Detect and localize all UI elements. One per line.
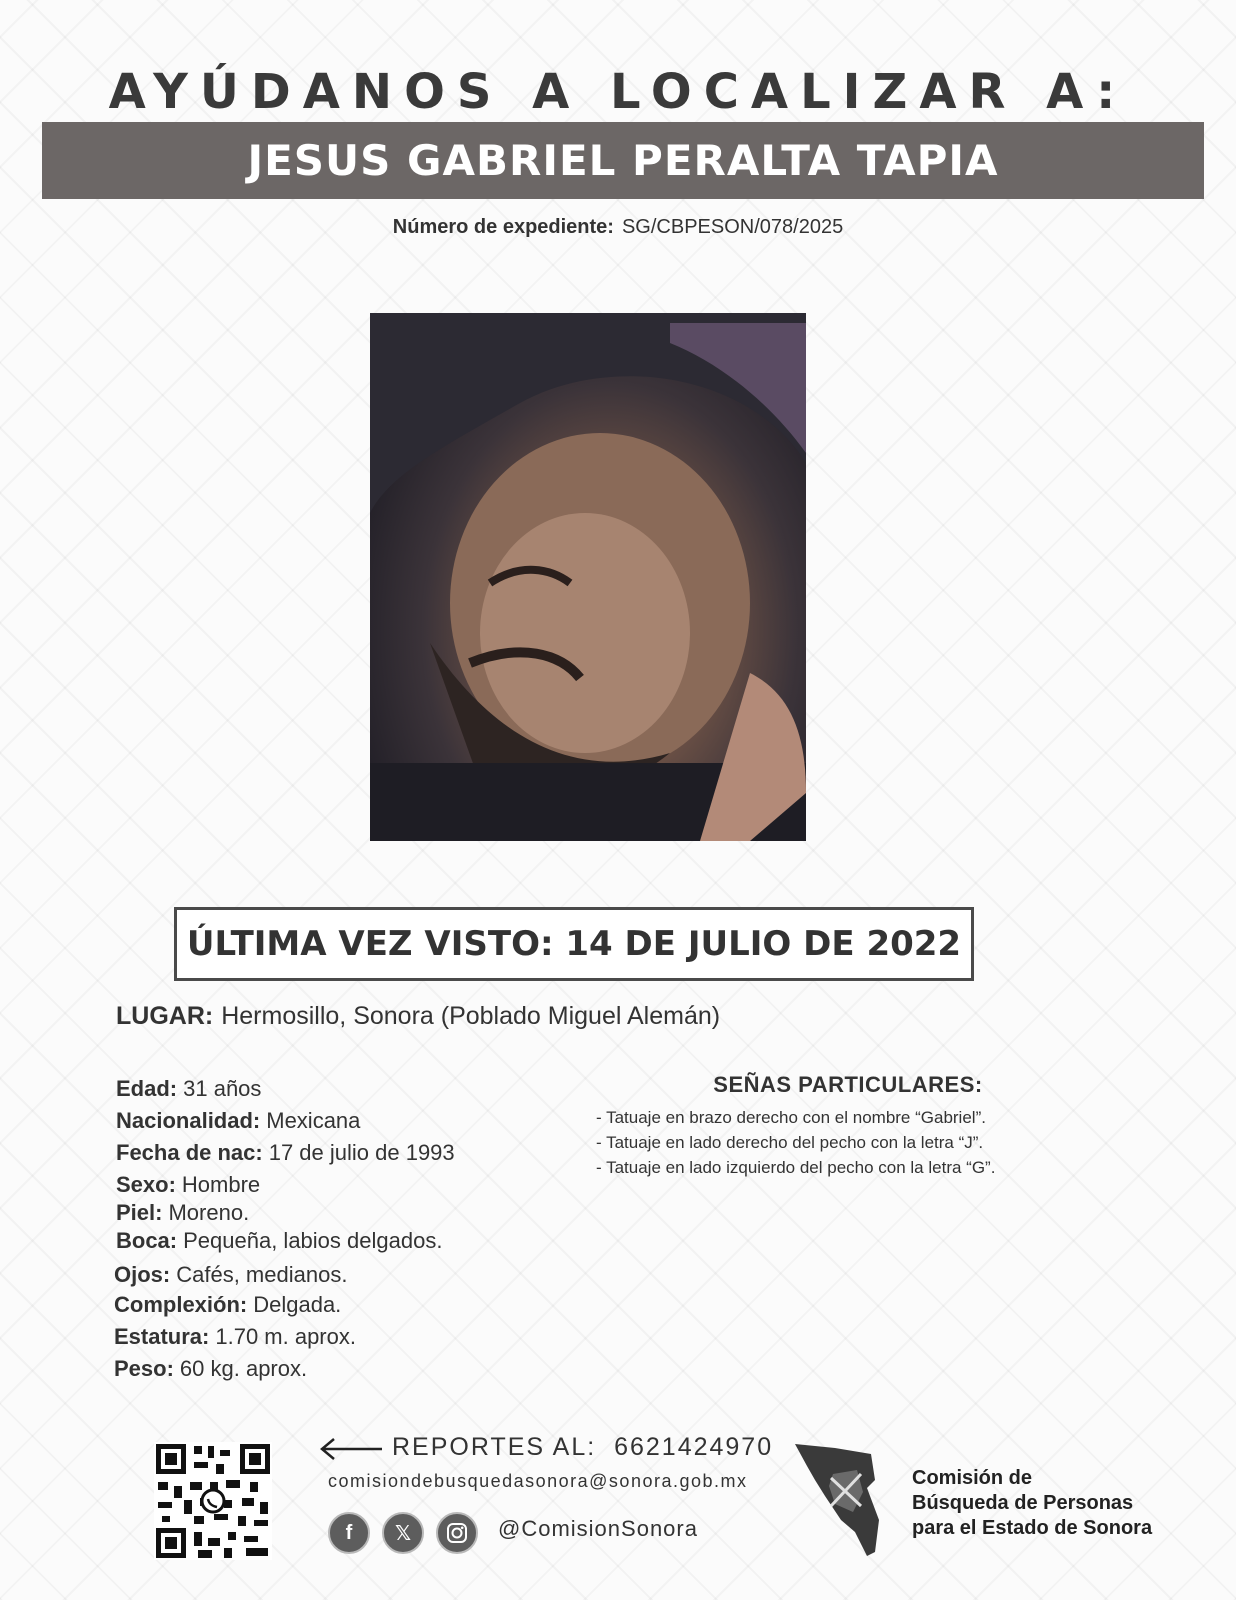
sonora-map-logo — [795, 1440, 905, 1560]
detail-label: Estatura: — [114, 1324, 210, 1349]
org-name — [912, 1466, 1152, 1541]
senas-item: - Tatuaje en lado derecho del pecho con la letra “J”. — [596, 1133, 984, 1152]
detail-piel — [116, 1200, 249, 1226]
detail-label: Sexo: — [116, 1172, 176, 1197]
detail-boca — [116, 1228, 442, 1254]
headline: AYÚDANOS A LOCALIZAR A: — [108, 64, 1128, 120]
last-seen-text: ÚLTIMA VEZ VISTO: 14 DE JULIO DE 2022 — [186, 924, 962, 964]
expediente — [0, 216, 1236, 239]
expediente-label: Número de expediente: — [392, 216, 614, 238]
lugar — [116, 1002, 720, 1031]
org-name-line: Búsqueda de Personas — [912, 1492, 1134, 1514]
detail-label: Ojos: — [114, 1262, 171, 1287]
detail-label: Fecha de nac: — [116, 1140, 263, 1165]
qr-code[interactable] — [154, 1442, 272, 1560]
detail-fecha-nac — [116, 1140, 455, 1166]
detail-value: 1.70 m. aprox. — [215, 1324, 356, 1349]
lugar-value: Hermosillo, Sonora (Poblado Miguel Alemán) — [221, 1002, 721, 1030]
detail-label: Boca: — [116, 1228, 178, 1253]
qr-code-icon — [154, 1442, 272, 1560]
detail-label: Nacionalidad: — [116, 1108, 261, 1133]
reportes-phone[interactable]: 6621424970 — [614, 1433, 774, 1461]
detail-estatura — [114, 1324, 356, 1350]
detail-value: Pequeña, labios delgados. — [183, 1228, 443, 1253]
senas-title: SEÑAS PARTICULARES: — [713, 1072, 983, 1097]
reportes-label: REPORTES AL: — [392, 1433, 597, 1461]
instagram-icon[interactable] — [436, 1512, 478, 1554]
detail-value: 60 kg. aprox. — [179, 1356, 308, 1381]
org-name-line: Comisión de — [912, 1467, 1033, 1489]
detail-label: Peso: — [114, 1356, 174, 1381]
detail-edad — [116, 1076, 261, 1102]
person-photo — [370, 313, 806, 841]
detail-value: Cafés, medianos. — [176, 1262, 348, 1287]
reportes-email[interactable]: comisiondebusquedasonora@sonora.gob.mx — [328, 1471, 748, 1491]
x-icon[interactable]: 𝕏 — [382, 1512, 424, 1554]
detail-sexo — [116, 1172, 260, 1198]
photo-placeholder — [370, 313, 806, 841]
detail-ojos — [114, 1262, 347, 1288]
lugar-label: LUGAR: — [116, 1002, 214, 1030]
detail-value: 31 años — [183, 1076, 262, 1101]
detail-label: Piel: — [116, 1200, 163, 1225]
reportes-line — [392, 1433, 773, 1462]
last-seen-box — [174, 907, 974, 981]
detail-value: Hombre — [181, 1172, 261, 1197]
detail-complexion — [114, 1292, 341, 1318]
detail-nacionalidad — [116, 1108, 360, 1134]
name-banner — [42, 122, 1204, 199]
detail-value: Mexicana — [266, 1108, 361, 1133]
org-name-line: para el Estado de Sonora — [912, 1517, 1153, 1539]
senas-item: - Tatuaje en brazo derecho con el nombre “Gabriel”. — [596, 1108, 986, 1127]
facebook-icon[interactable]: f — [328, 1512, 370, 1554]
social-handle[interactable]: @ComisionSonora — [498, 1516, 698, 1541]
missing-person-name: JESUS GABRIEL PERALTA TAPIA — [247, 136, 999, 185]
detail-label: Complexión: — [114, 1292, 248, 1317]
detail-value: 17 de julio de 1993 — [268, 1140, 455, 1165]
arrow-left-icon — [318, 1436, 384, 1462]
detail-label: Edad: — [116, 1076, 178, 1101]
senas-item: - Tatuaje en lado izquierdo del pecho con la letra “G”. — [596, 1158, 996, 1177]
detail-value: Moreno. — [168, 1200, 250, 1225]
expediente-value: SG/CBPESON/078/2025 — [621, 216, 844, 238]
detail-value: Delgada. — [253, 1292, 342, 1317]
detail-peso — [114, 1356, 307, 1382]
